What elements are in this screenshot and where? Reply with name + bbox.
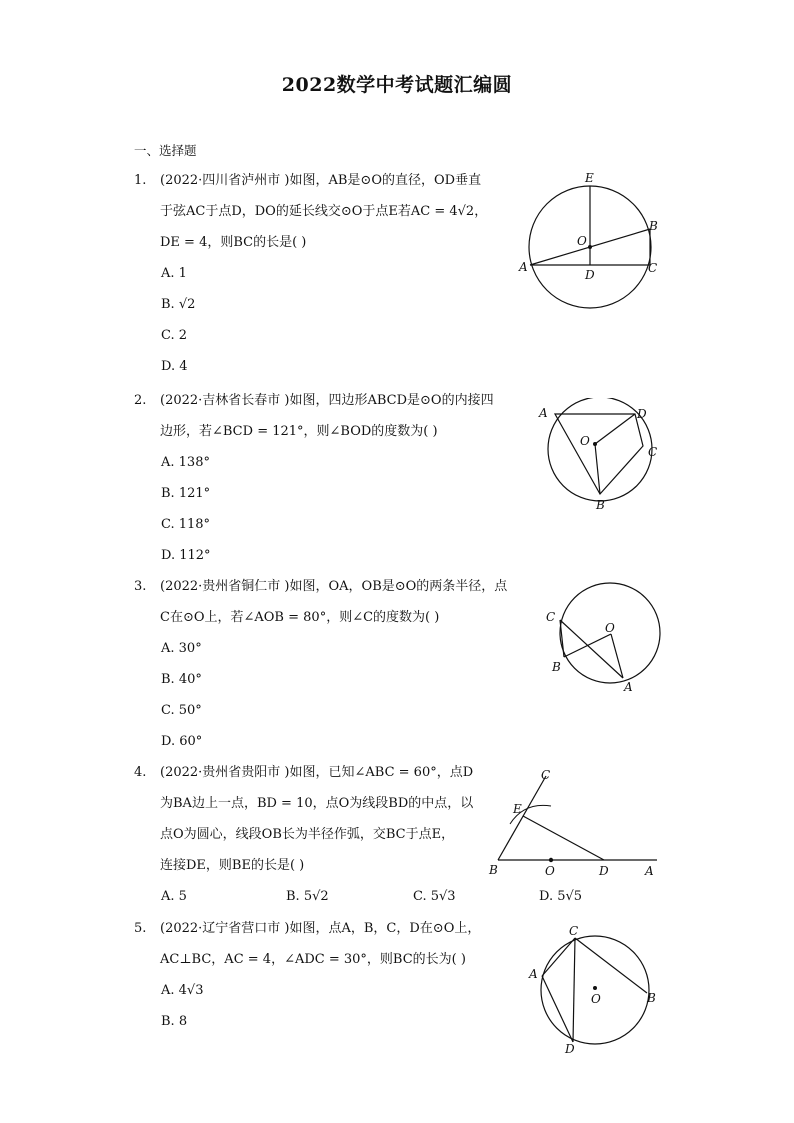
- label-B: B: [489, 863, 498, 877]
- figure-q3-circle-radii: [540, 575, 670, 695]
- question-number: 4.: [134, 765, 147, 780]
- option-c[interactable]: C. 118°: [161, 517, 211, 532]
- option-d[interactable]: D. 5√5: [539, 889, 583, 904]
- option-b[interactable]: B. 5√2: [286, 889, 329, 904]
- label-A: A: [519, 260, 528, 274]
- question-number: 2.: [134, 393, 147, 408]
- option-c[interactable]: C. 2: [161, 328, 188, 343]
- question-stem-line: AC⊥BC，AC = 4，∠ADC = 30°，则BC的长为( ): [160, 952, 466, 967]
- label-D: D: [565, 1042, 575, 1056]
- label-O: O: [580, 434, 590, 448]
- option-b[interactable]: B. 40°: [161, 672, 202, 687]
- label-A: A: [539, 406, 548, 420]
- figure-q5-inscribed-points: [525, 920, 665, 1060]
- label-C: C: [546, 610, 556, 624]
- figure-q2-inscribed-quadrilateral: [530, 398, 670, 518]
- option-c[interactable]: C. 5√3: [413, 889, 456, 904]
- label-B: B: [649, 219, 658, 233]
- options-row: [161, 881, 721, 912]
- label-C: C: [569, 924, 579, 938]
- question-stem-line: DE = 4，则BC的长是( ): [160, 235, 307, 250]
- question-1: [134, 165, 524, 382]
- question-number: 3.: [134, 579, 147, 594]
- question-number: 1.: [134, 173, 147, 188]
- label-O: O: [605, 621, 615, 635]
- label-O: O: [577, 234, 587, 248]
- option-d[interactable]: D. 60°: [161, 734, 203, 749]
- label-A: A: [645, 864, 654, 878]
- label-D: D: [599, 864, 609, 878]
- option-d[interactable]: D. 4: [161, 359, 188, 374]
- label-O: O: [545, 864, 555, 878]
- question-number: 5.: [134, 921, 147, 936]
- question-2: [134, 385, 524, 571]
- option-c[interactable]: C. 50°: [161, 703, 202, 718]
- label-A: A: [624, 680, 633, 694]
- option-a[interactable]: A. 30°: [161, 641, 202, 656]
- label-O: O: [591, 992, 601, 1006]
- question-5: [134, 913, 524, 1037]
- question-stem-line: (2022·四川省泸州市 )如图，AB是⊙O的直径，OD垂直: [160, 173, 482, 188]
- label-E: E: [513, 802, 522, 816]
- question-stem-line: 于弦AC于点D，DO的延长线交⊙O于点E若AC = 4√2，: [160, 204, 488, 219]
- figure-q1-circle-diameter: [515, 168, 675, 313]
- label-C: C: [648, 261, 658, 275]
- page-title: 2022数学中考试题汇编圆: [281, 74, 513, 96]
- label-B: B: [647, 991, 656, 1005]
- option-a[interactable]: A. 138°: [161, 455, 210, 470]
- question-stem-line: 连接DE，则BE的长是( ): [160, 858, 305, 873]
- question-stem-line: (2022·贵州省贵阳市 )如图，已知∠ABC = 60°，点D: [160, 765, 474, 780]
- question-stem-line: (2022·辽宁省营口市 )如图，点A，B，C，D在⊙O上，: [160, 921, 481, 936]
- option-b[interactable]: B. 8: [161, 1014, 188, 1029]
- option-a[interactable]: A. 4√3: [161, 983, 204, 998]
- question-stem-line: 边形，若∠BCD = 121°，则∠BOD的度数为( ): [160, 424, 438, 439]
- label-A: A: [529, 967, 538, 981]
- figure-q4-angle-arc: [480, 762, 670, 884]
- question-4: [134, 757, 583, 912]
- option-b[interactable]: B. √2: [161, 297, 196, 312]
- label-D: D: [585, 268, 595, 282]
- option-a[interactable]: A. 5: [161, 889, 187, 904]
- question-stem-line: 为BA边上一点，BD = 10，点O为线段BD的中点，以: [160, 796, 474, 811]
- label-C: C: [648, 445, 658, 459]
- question-3: [134, 571, 524, 757]
- question-stem-line: (2022·吉林省长春市 )如图，四边形ABCD是⊙O的内接四: [160, 393, 494, 408]
- label-D: D: [637, 407, 647, 421]
- option-a[interactable]: A. 1: [161, 266, 187, 281]
- label-E: E: [585, 171, 594, 185]
- section-heading: 一、选择题: [134, 143, 197, 158]
- label-B: B: [552, 660, 561, 674]
- label-C: C: [541, 768, 551, 782]
- label-B: B: [596, 498, 605, 512]
- question-stem-line: (2022·贵州省铜仁市 )如图，OA，OB是⊙O的两条半径，点: [160, 579, 508, 594]
- question-stem-line: C在⊙O上，若∠AOB = 80°，则∠C的度数为( ): [160, 610, 440, 625]
- option-b[interactable]: B. 121°: [161, 486, 211, 501]
- question-stem-line: 点O为圆心，线段OB长为半径作弧，交BC于点E，: [160, 827, 455, 842]
- option-d[interactable]: D. 112°: [161, 548, 211, 563]
